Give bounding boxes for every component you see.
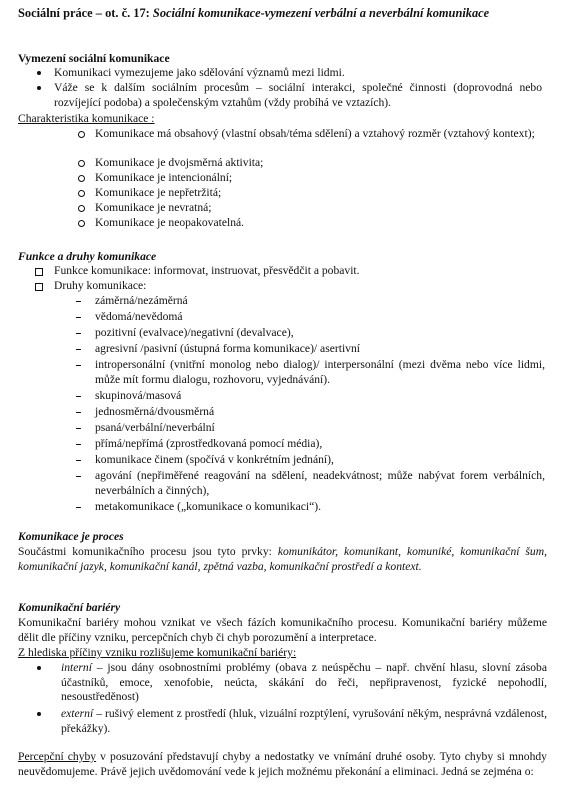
bullet-circle-icon [78, 131, 85, 138]
bullet-circle-icon [78, 175, 85, 182]
bullet-square-icon [35, 283, 43, 291]
title-italic: Sociální komunikace-vymezení verbální a neverbální komunikace [152, 6, 490, 20]
bullet-dash-icon [76, 317, 81, 318]
section-heading-vymezeni: Vymezení sociální komunikace [18, 52, 170, 65]
title-prefix: Sociální práce – ot. č. 17: [18, 6, 150, 20]
bullet-dash-icon [76, 460, 81, 461]
list-item: Komunikace je nevratná; [95, 201, 212, 214]
bullet-dash-icon [76, 507, 81, 508]
list-item: Komunikace je nepřetržitá; [95, 186, 222, 199]
barrier-text: – rušivý element z prostředí (hluk, vizuální rozptýlení, vyrušování někým, nesprávná vzdálenost, překážky). [61, 707, 547, 735]
bullet-dash-icon [76, 396, 81, 397]
bullet-dash-icon [76, 444, 81, 445]
page-title [18, 6, 489, 21]
list-item [61, 707, 547, 736]
list-item: psaná/verbální/neverbální [95, 421, 215, 434]
process-elements: komunikátor, komunikant, komuniké, komunikační šum, komunikační jazyk, komunikační kanál, zpětná vazba, komunikační prostředí a kontext. [18, 545, 547, 573]
bullet-dash-icon [76, 365, 81, 366]
list-item: vědomá/nevědomá [95, 310, 183, 323]
list-item: Váže se k dalším sociálním procesům – sociální interakci, společné činnosti (doprovodná nebo rozvíjející podoba) a společenským vztahům (vždy probíhá ve vztazích). [54, 81, 542, 109]
list-item: přímá/nepřímá (zprostředkovaná pomocí média), [95, 437, 323, 450]
bullet-dot-icon [37, 71, 41, 75]
bullet-dot-icon [37, 666, 41, 670]
barrier-term: interní [61, 661, 92, 674]
list-item: metakomunikace („komunikace o komunikaci“). [95, 500, 321, 513]
list-item: záměrná/nezáměrná [95, 294, 188, 307]
barrier-term: externí [61, 707, 94, 720]
bullet-dash-icon [76, 301, 81, 302]
bullet-circle-icon [78, 160, 85, 167]
list-item: Druhy komunikace: [54, 279, 147, 292]
list-item: Funkce komunikace: informovat, instruovat, přesvědčit a pobavit. [54, 264, 360, 277]
list-item: intropersonální (vnitřní monolog nebo dialog)/ interpersonální (mezi dvěma nebo více lidmi, může mít formu dialogu, rozhovoru, vyjednávání). [95, 358, 545, 386]
bullet-dash-icon [76, 476, 81, 477]
sub-heading-charakteristika: Charakteristika komunikace : [18, 112, 155, 125]
list-item: Komunikace je dvojsměrná aktivita; [95, 156, 264, 169]
list-item: pozitivní (evalvace)/negativní (devalvace), [95, 326, 294, 339]
sub-heading-priciny: Z hlediska příčiny vzniku rozlišujeme komunikační bariéry: [18, 646, 297, 659]
bullet-square-icon [35, 268, 43, 276]
section-heading-funkce: Funkce a druhy komunikace [18, 250, 157, 263]
bullet-circle-icon [78, 220, 85, 227]
process-lead: Součástmi komunikačního procesu jsou tyto prvky: [18, 545, 272, 558]
bullet-dash-icon [76, 428, 81, 429]
section-heading-proces: Komunikace je proces [18, 530, 124, 543]
list-item [61, 661, 547, 705]
list-item: Komunikace je intencionální; [95, 171, 233, 184]
perception-paragraph [18, 750, 547, 779]
list-item: Komunikace má obsahový (vlastní obsah/téma sdělení) a vztahový rozměr (vztahový kontext); [95, 127, 535, 140]
list-item: jednosměrná/dvousměrná [95, 405, 215, 418]
perception-text: v posuzování představují chyby a nedostatky ve vnímání druhé osoby. Tyto chyby si mnohdy neuvědomujeme. Právě jejich uvědomování vede k jejich možnému překonání a eliminaci. Jedná se zejména o: [18, 750, 547, 778]
list-item: Komunikaci vymezujeme jako sdělování významů mezi lidmi. [54, 66, 345, 79]
barrier-text: – jsou dány osobnostními problémy (obava z neúspěchu – např. chvění hlasu, slovní zásoba účastníků, emoce, xenofobie, neúcta, skákání do řeči, nepřipravenost, fyzické nepohodlí, nesoustředěnost) [61, 661, 547, 704]
bullet-dot-icon [37, 86, 41, 90]
perception-term: Percepční chyby [18, 750, 97, 763]
bullet-circle-icon [78, 190, 85, 197]
bullet-dot-icon [37, 712, 41, 716]
process-paragraph [18, 545, 547, 574]
section-heading-bariery: Komunikační bariéry [18, 601, 121, 614]
list-item: komunikace činem (spočívá v konkrétním jednání), [95, 453, 334, 466]
bullet-circle-icon [78, 205, 85, 212]
list-item: Komunikace je neopakovatelná. [95, 216, 245, 229]
list-item: skupinová/masová [95, 389, 182, 402]
bullet-dash-icon [76, 349, 81, 350]
list-item: agresivní /pasivní (ústupná forma komunikace)/ asertivní [95, 342, 360, 355]
list-item: agování (nepřiměřené reagování na sdělení, neadekvátnost; může nabývat forem verbálních, neverbálních a činných), [95, 469, 545, 497]
barriers-paragraph: Komunikační bariéry mohou vznikat ve všech fázích komunikačního procesu. Komunikační bariéry můžeme dělit dle příčiny vzniku, percepčních chyb či chyb porozumění a interpretace. [18, 616, 547, 644]
bullet-dash-icon [76, 333, 81, 334]
bullet-dash-icon [76, 412, 81, 413]
